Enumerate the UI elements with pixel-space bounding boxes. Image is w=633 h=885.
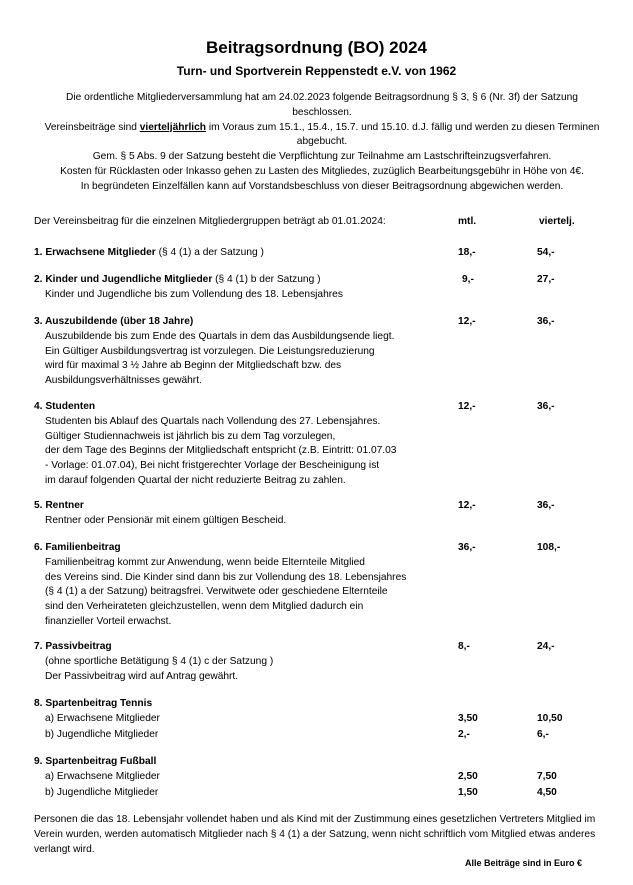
intro-line-3: Gem. § 5 Abs. 9 der Satzung besteht die Verpflichtung zur Teilnahme am Lastschrifteinzugsverfahren. xyxy=(92,151,552,163)
section-body xyxy=(45,330,624,389)
section-head xyxy=(34,273,624,288)
fee-row-label: a) Erwachsene Mitglieder xyxy=(45,770,160,782)
section-passive xyxy=(34,640,624,684)
intro-line-2-start: Vereinsbeiträge sind xyxy=(44,121,140,133)
section-title: 5. Rentner xyxy=(34,500,84,511)
section-adults xyxy=(34,246,624,261)
section-title: 6. Familienbeitrag xyxy=(34,542,121,553)
fee-quarterly: 27,- xyxy=(537,274,555,285)
section-body-line: Der Passivbeitrag wird auf Antrag gewährt. xyxy=(45,670,239,682)
intro-line-5: In begründeten Einzelfällen kann auf Vorstandsbeschluss von dieser Beitragsordnung abgewichen werden. xyxy=(80,180,564,192)
section-body-line: Kinder und Jugendliche bis zum Vollendung des 18. Lebensjahres xyxy=(45,288,343,300)
section-head xyxy=(34,541,624,556)
fee-quarterly: 7,50 xyxy=(537,770,557,782)
fee-monthly: 1,50 xyxy=(458,786,478,798)
section-body-line: Rentner oder Pensionär mit einem gültigen Bescheid. xyxy=(45,514,287,526)
section-body xyxy=(45,288,624,303)
intro-line-2-end: im Voraus zum 15.1., 15.4., 15.7. und 15.10. d.J. fällig und werden zu diesen Terminen abgebucht. xyxy=(206,121,600,148)
fee-quarterly: 10,50 xyxy=(537,712,563,724)
column-monthly: mtl. xyxy=(458,216,477,227)
section-body-line: Gültiger Studiennachweis ist jährlich bis zu dem Tag vorzulegen, xyxy=(45,430,336,442)
fee-monthly: 12,- xyxy=(458,500,476,511)
section-body-line: Studenten bis Ablauf des Quartals nach Vollendung des 27. Lebensjahres. xyxy=(45,415,381,427)
section-head xyxy=(34,640,624,655)
section-youth xyxy=(34,273,624,303)
section-title: 2. Kinder und Jugendliche Mitglieder xyxy=(34,274,213,285)
intro-emphasis-quarterly: vierteljährlich xyxy=(139,121,206,133)
fee-monthly: 12,- xyxy=(458,401,476,412)
section-body-line: wird für maximal 3 ½ Jahre ab Beginn der Mitgliedschaft bzw. des xyxy=(45,360,342,372)
fee-monthly: 2,50 xyxy=(458,770,478,782)
section-body-line: finanzieller Vorteil erwachst. xyxy=(45,615,172,627)
fee-row xyxy=(45,712,624,728)
section-head: 8. Spartenbeitrag Tennis xyxy=(34,698,153,709)
fee-quarterly: 36,- xyxy=(537,316,555,327)
section-students xyxy=(34,400,624,489)
fee-row xyxy=(45,770,624,786)
section-body-line: Ein Gültiger Ausbildungsvertrag ist vorzulegen. Die Leistungsreduzierung xyxy=(45,345,375,357)
fee-quarterly: 4,50 xyxy=(537,786,557,798)
section-title: 3. Auszubildende (über 18 Jahre) xyxy=(34,316,194,327)
section-body xyxy=(45,655,624,685)
section-pensioners xyxy=(34,499,624,529)
fee-quarterly: 54,- xyxy=(537,247,555,258)
document-title: Beitragsordnung (BO) 2024 xyxy=(205,38,428,57)
fee-row-label: a) Erwachsene Mitglieder xyxy=(45,712,160,724)
fee-row-label: b) Jugendliche Mitglieder xyxy=(45,786,159,798)
section-body xyxy=(45,556,624,630)
fee-monthly: 3,50 xyxy=(458,712,478,724)
fee-table-lead: Der Vereinsbeitrag für die einzelnen Mitgliedergruppen beträgt ab 01.01.2024: xyxy=(34,216,386,227)
section-body-line: der dem Tage des Beginns der Mitgliedschaft entspricht (z.B. Eintritt: 01.07.03 xyxy=(45,445,397,457)
fee-quarterly: 24,- xyxy=(537,641,555,652)
section-body-line: des Vereins sind. Die Kinder sind dann bis zur Vollendung des 18. Lebensjahres xyxy=(45,571,407,583)
fee-monthly: 18,- xyxy=(458,247,476,258)
section-body xyxy=(45,514,624,529)
footer-paragraph: Personen die das 18. Lebensjahr vollendet haben und als Kind mit der Zustimmung eines gesetzlichen Vertreters Mitglied im Verein wurden, werden automatisch Mitglieder nach § 4 (1) a der Satzung, wenn nicht schriftlich vom Mitglied etwas anderes verlangt wird. xyxy=(34,814,596,855)
column-quarterly: viertelj. xyxy=(539,216,575,227)
intro-line-4: Kosten für Rücklasten oder Inkasso gehen zu Lasten des Mitgliedes, zuzüglich Bearbeitungsgebühr in Höhe von 4€. xyxy=(60,165,584,177)
section-title: 1. Erwachsene Mitglieder xyxy=(34,247,156,258)
section-head xyxy=(34,315,624,330)
section-football xyxy=(34,755,624,802)
section-body-line: Familienbeitrag kommt zur Anwendung, wenn beide Elternteile Mitglied xyxy=(45,556,365,568)
fee-monthly: 9,- xyxy=(462,274,474,285)
fee-quarterly: 108,- xyxy=(537,542,561,553)
fee-row xyxy=(45,786,624,802)
fee-quarterly: 36,- xyxy=(537,401,555,412)
section-head xyxy=(34,400,624,415)
document-subtitle: Turn- und Sportverein Reppenstedt e.V. von 1962 xyxy=(176,64,457,78)
fee-row-label: b) Jugendliche Mitglieder xyxy=(45,728,159,740)
section-body-line: im darauf folgenden Quartal der nicht reduzierte Beitrag zu zahlen. xyxy=(45,474,346,486)
section-apprentices xyxy=(34,315,624,389)
section-body-line: sind den Verheirateten gleichzustellen, wenn dem Mitglied dadurch ein xyxy=(45,601,364,613)
fee-monthly: 12,- xyxy=(458,316,476,327)
fee-quarterly: 36,- xyxy=(537,500,555,511)
section-title: 4. Studenten xyxy=(34,401,96,412)
fee-row xyxy=(45,728,624,744)
fee-monthly: 2,- xyxy=(458,728,470,740)
section-head xyxy=(34,246,624,261)
section-body-line: (§ 4 (1) a der Satzung) beitragsfrei. Verwitwete oder geschiedene Elternteile xyxy=(45,586,388,598)
section-body-line: Auszubildende bis zum Ende des Quartals in dem das Ausbildungsende liegt. xyxy=(45,330,395,342)
section-body-line: (ohne sportliche Betätigung § 4 (1) c der Satzung ) xyxy=(45,655,274,667)
section-tennis xyxy=(34,697,624,744)
intro-line-1: Die ordentliche Mitgliederversammlung hat am 24.02.2023 folgende Beitragsordnung § 3, § 6 (Nr. 3f) der Satzung beschlossen. xyxy=(66,92,578,118)
section-body xyxy=(45,415,624,489)
section-body-line: Ausbildungsverhältnisses gewährt. xyxy=(45,375,202,387)
fee-quarterly: 6,- xyxy=(537,728,549,740)
section-body-line: - Vorlage: 01.07.04), Bei nicht fristgerechter Vorlage der Bescheinigung ist xyxy=(45,460,380,472)
fee-monthly: 8,- xyxy=(458,641,470,652)
section-family xyxy=(34,541,624,630)
fee-monthly: 36,- xyxy=(458,542,476,553)
section-note: (§ 4 (1) b der Satzung ) xyxy=(212,274,321,285)
section-head: 9. Spartenbeitrag Fußball xyxy=(34,756,157,767)
intro-block xyxy=(42,91,602,194)
intro-line-2 xyxy=(42,121,602,151)
currency-note: Alle Beiträge sind in Euro € xyxy=(464,858,582,868)
section-title: 7. Passivbeitrag xyxy=(34,641,112,652)
section-head xyxy=(34,499,624,514)
section-note: (§ 4 (1) a der Satzung ) xyxy=(155,247,264,258)
